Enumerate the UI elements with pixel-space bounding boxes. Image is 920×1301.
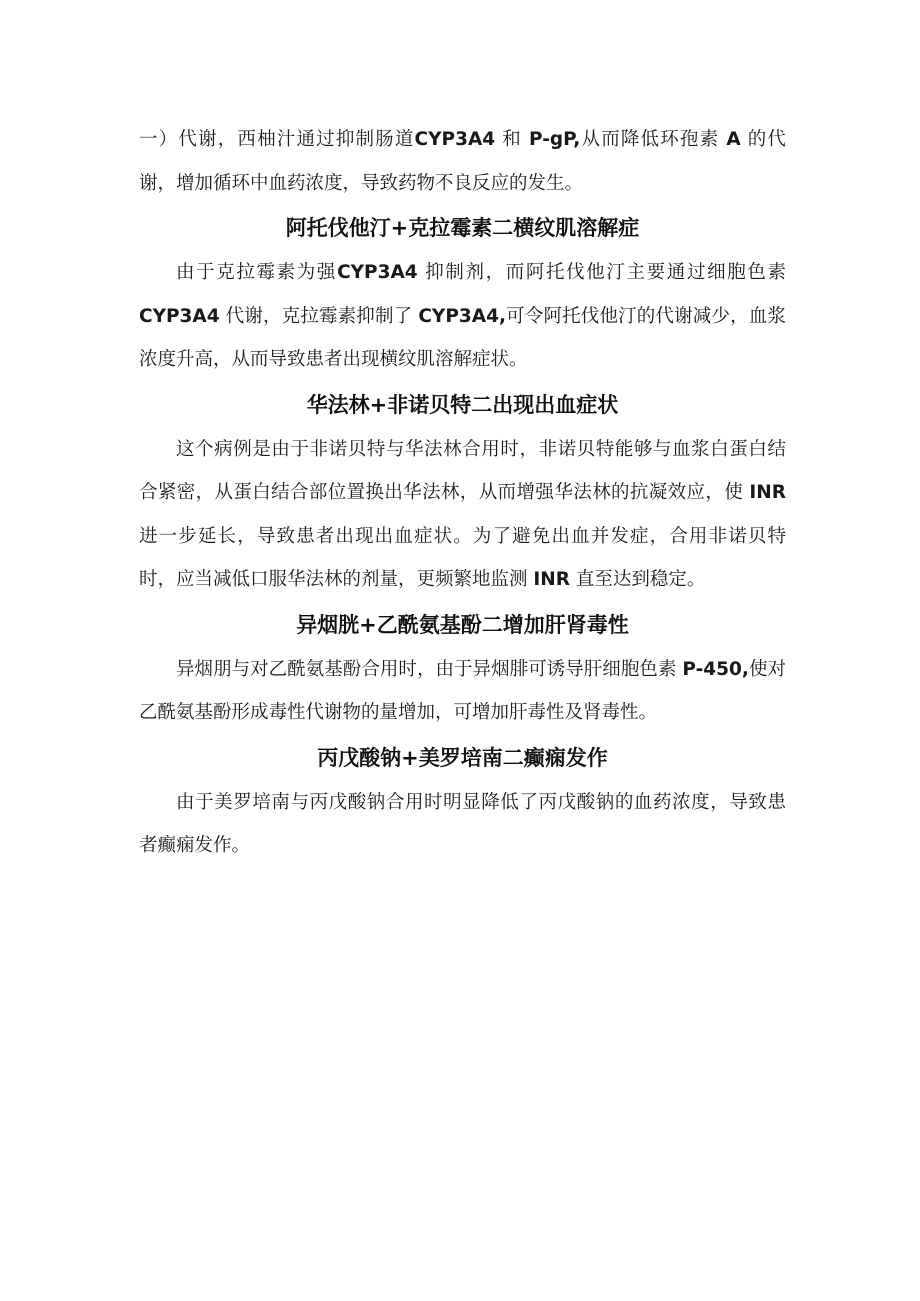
s2-term-inr-2: INR: [533, 569, 571, 590]
s4-text-1: 由于美罗培南与丙戊酸钠合用时明显降低了丙戊酸钠的血药浓度，导致患者癫痫发作。: [139, 791, 786, 856]
section-heading-valproate: 丙戊酸钠+美罗培南二癫痫发作: [317, 745, 608, 770]
section-heading-isoniazid: 异烟胱+乙酰氨基酚二增加肝肾毒性: [296, 612, 629, 637]
section-heading-warfarin: 华法林+非诺贝特二出现出血症状: [306, 392, 619, 417]
intro-term-a: A: [726, 129, 741, 150]
s1-text-3: 代谢，克拉霉素抑制了: [225, 305, 413, 327]
intro-text-2: 和: [502, 129, 522, 150]
document-body: [139, 118, 786, 868]
s1-term-cyp3a4-2: CYP3A4: [139, 305, 220, 327]
s1-text-2: 抑制剂，而阿托伐他汀主要通过细胞色素: [425, 262, 786, 283]
intro-text-4: 的代谢，增加循环中血药浓度，导致药物不良反应的发生。: [139, 129, 786, 194]
intro-term-cyp3a4: CYP3A4: [414, 129, 496, 150]
s3-text-1: 异烟朋与对乙酰氨基酚合用时，由于异烟腓可诱导肝细胞色素: [176, 658, 677, 680]
s1-term-cyp3a4-3: CYP3A4,: [418, 305, 506, 327]
intro-text-1: 一）代谢，西柚汁通过抑制肠道: [139, 129, 415, 150]
s3-text-2: 使对乙酰氨基酚形成毒性代谢物的量增加，可增加肝毒性及肾毒性。: [139, 658, 786, 723]
s1-text-4: 可令阿托伐他汀的代谢减少，血浆浓度升高，从而导致患者出现横纹肌溶解症状。: [139, 305, 786, 370]
section-paragraph-valproate: [139, 781, 786, 868]
section-paragraph-atorvastatin: [139, 251, 786, 382]
intro-text-3: 从而降低环孢素: [580, 129, 720, 150]
section-heading-atorvastatin: 阿托伐他汀+克拉霉素二横纹肌溶解症: [285, 216, 640, 240]
intro-term-pgp: P-gP,: [528, 129, 581, 150]
s1-text-1: 由于克拉霉素为强: [176, 262, 338, 283]
s2-term-inr-1: INR: [749, 482, 786, 503]
section-paragraph-isoniazid: [139, 648, 786, 735]
s1-term-cyp3a4-1: CYP3A4: [337, 262, 418, 283]
s2-text-3: 直至达到稳定。: [575, 569, 706, 590]
s2-text-2: 进一步延长，导致患者出现出血症状。为了避免出血并发症，合用非诺贝特时，应当减低口服华法林的剂量，更频繁地监测: [139, 525, 786, 590]
s3-term-p450: P-450,: [682, 658, 749, 680]
section-paragraph-warfarin: [139, 428, 786, 602]
intro-paragraph: [139, 118, 786, 205]
s2-text-1: 这个病例是由于非诺贝特与华法林合用时，非诺贝特能够与血浆白蛋白结合紧密，从蛋白结合部位置换出华法林，从而增强华法林的抗凝效应，使: [139, 438, 786, 503]
